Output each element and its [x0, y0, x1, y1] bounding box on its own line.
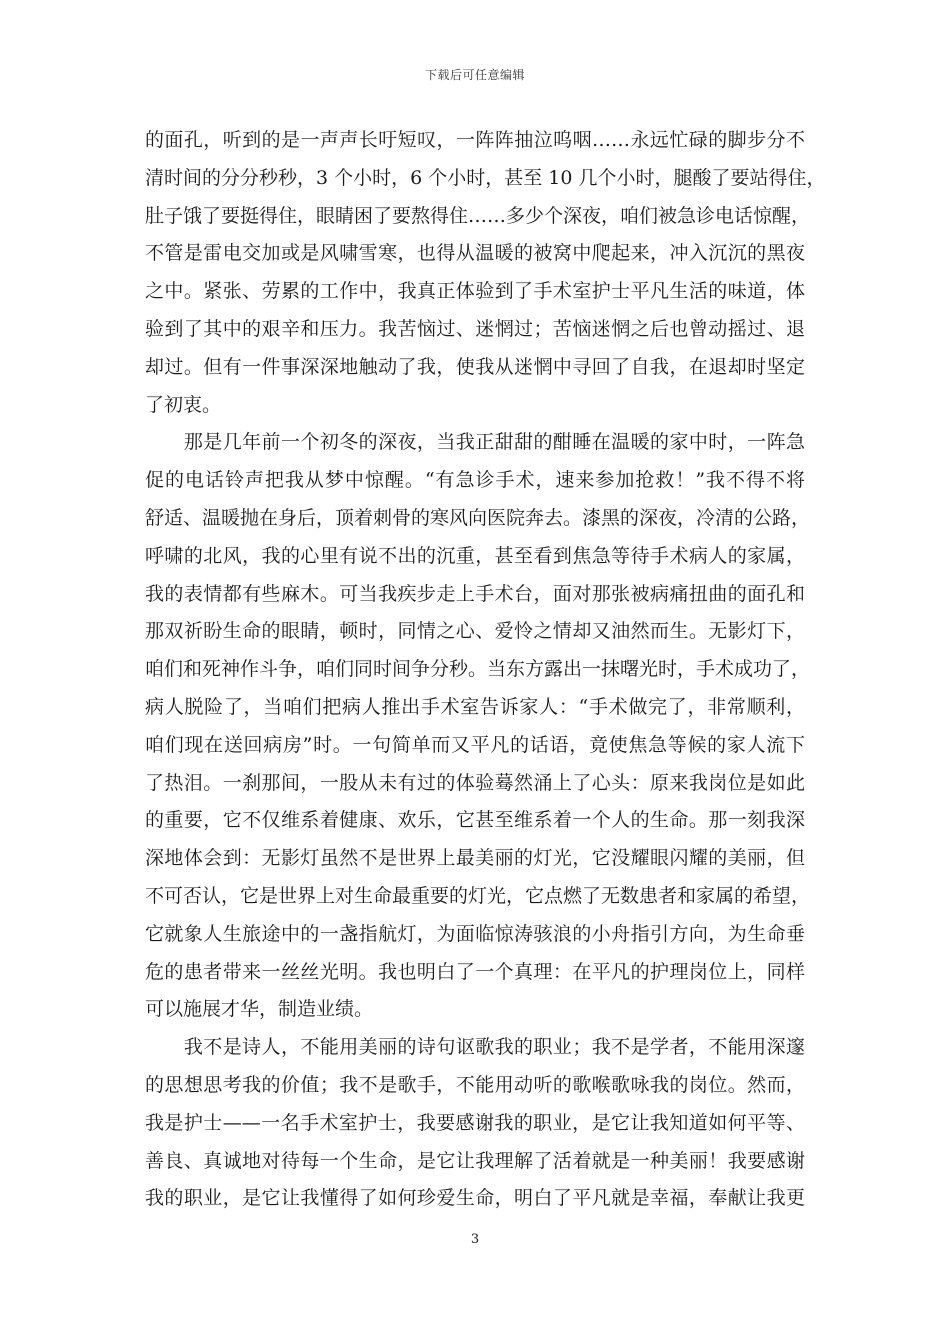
paragraph-3 [145, 1029, 805, 1218]
text-line: 病人脱险了，当咱们把病人推出手术室告诉家人：“手术做完了，非常顺利， [145, 695, 805, 718]
text-line: 不可否认，它是世界上对生命最重要的灯光，它点燃了无数患者和家属的希望， [145, 884, 811, 907]
text-line: 可以施展才华，制造业绩。 [145, 998, 374, 1021]
text-line: 却过。但有一件事深深地触动了我，使我从迷惘中寻回了自我，在退却时坚定 [145, 355, 805, 378]
text-line: 促的电话铃声把我从梦中惊醒。“有急诊手术，速来参加抢救！”我不得不将 [145, 469, 805, 492]
document-body [145, 122, 826, 1218]
text-line: 验到了其中的艰辛和压力。我苦恼过、迷惘过；苦恼迷惘之后也曾动摇过、退 [145, 317, 805, 340]
text-line: 我的表情都有些麻木。可当我疾步走上手术台，面对那张被病痛扭曲的面孔和 [145, 582, 805, 605]
page-number: 3 [470, 1232, 480, 1247]
text-line: 我是护士——一名手术室护士，我要感谢我的职业，是它让我知道如何平等、 [145, 1111, 805, 1134]
text-line: 善良、真诚地对待每一个生命，是它让我理解了活着就是一种美丽！我要感谢 [145, 1149, 805, 1172]
text-line: 咱们和死神作斗争，咱们同时间争分秒。当东方露出一抹曙光时，手术成功了， [145, 658, 811, 681]
text-line: 咱们现在送回病房”时。一句简单而又平凡的话语，竟使焦急等候的家人流下 [145, 733, 805, 756]
text-line: 它就象人生旅途中的一盏指航灯，为面临惊涛骇浪的小舟指引方向，为生命垂 [145, 922, 805, 945]
text-line: 的重要，它不仅维系着健康、欢乐，它甚至维系着一个人的生命。那一刻我深 [145, 809, 805, 832]
text-line: 那是几年前一个初冬的深夜，当我正甜甜的酣睡在温暖的家中时，一阵急 [145, 431, 805, 454]
text-line: 了热泪。一刹那间，一股从未有过的体验蓦然涌上了心头：原来我岗位是如此 [145, 771, 805, 794]
paragraph-1 [145, 122, 826, 424]
text-line: 危的患者带来一丝丝光明。我也明白了一个真理：在平凡的护理岗位上，同样 [145, 960, 805, 983]
paragraph-2 [145, 424, 811, 1029]
text-line: 我不是诗人，不能用美丽的诗句讴歌我的职业；我不是学者，不能用深邃 [145, 1036, 805, 1059]
text-line: 不管是雷电交加或是风啸雪寒，也得从温暖的被窝中爬起来，冲入沉沉的黑夜 [145, 242, 805, 265]
text-line: 呼啸的北风，我的心里有说不出的沉重，甚至看到焦急等待手术病人的家属， [145, 544, 805, 567]
page-header-note: 下载后可任意编辑 [424, 68, 525, 82]
text-line: 之中。紧张、劳累的工作中，我真正体验到了手术室护士平凡生活的味道，体 [145, 280, 805, 303]
text-line: 的思想思考我的价值；我不是歌手，不能用动听的歌喉歌咏我的岗位。然而， [145, 1073, 805, 1096]
text-line: 了初衷。 [145, 393, 222, 416]
text-line: 肚子饿了要挺得住，眼睛困了要熬得住……多少个深夜，咱们被急诊电话惊醒， [145, 204, 811, 227]
text-line: 清时间的分分秒秒，3 个小时，6 个小时，甚至 10 几个小时，腿酸了要站得住， [145, 166, 826, 189]
text-line: 的面孔，听到的是一声声长吁短叹，一阵阵抽泣呜咽……永远忙碌的脚步分不 [145, 129, 805, 151]
text-line: 深地体会到：无影灯虽然不是世界上最美丽的灯光，它没耀眼闪耀的美丽，但 [145, 847, 805, 870]
text-line: 舒适、温暖抛在身后，顶着刺骨的寒风向医院奔去。漆黑的深夜，冷清的公路， [145, 506, 811, 529]
text-line: 那双祈盼生命的眼睛，顿时，同情之心、爱怜之情却又油然而生。无影灯下， [145, 620, 805, 643]
text-line: 我的职业，是它让我懂得了如何珍爱生命，明白了平凡就是幸福，奉献让我更 [145, 1187, 805, 1210]
